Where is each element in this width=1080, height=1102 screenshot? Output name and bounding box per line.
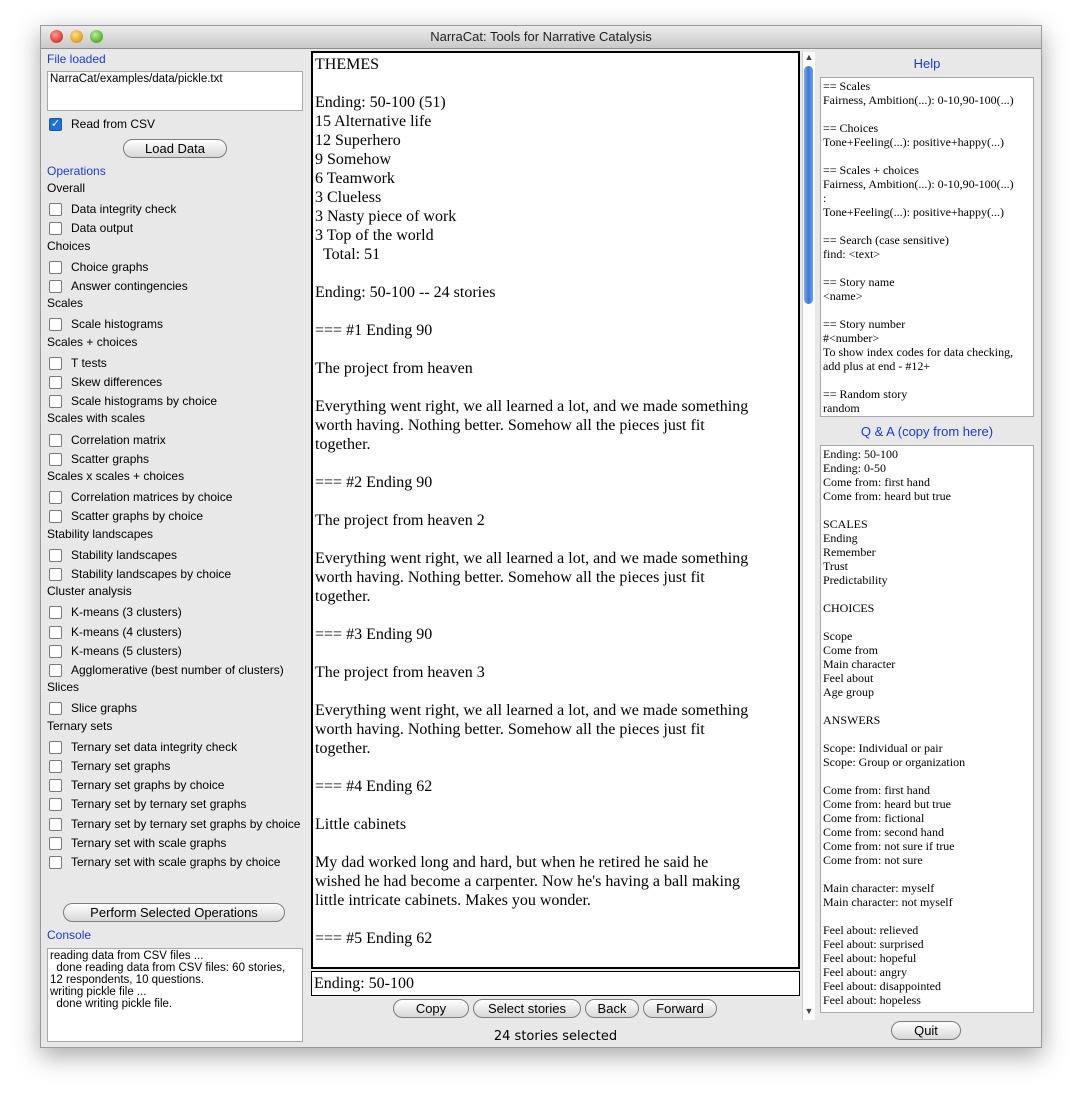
story-line: === #5 Ending 62	[315, 930, 433, 947]
operation-label: Stability landscapes	[71, 548, 178, 562]
operation-label: Ternary set data integrity check	[71, 740, 238, 754]
story-line	[315, 606, 796, 625]
perform-operations-button[interactable]: Perform Selected Operations	[63, 903, 285, 922]
operation-item[interactable]	[49, 393, 217, 409]
app-window	[40, 25, 1042, 1048]
operation-item[interactable]	[49, 777, 224, 793]
operation-item[interactable]	[49, 624, 182, 640]
story-line: worth having. Nothing better. Somehow all the pieces just fit	[315, 417, 705, 434]
operation-checkbox[interactable]	[49, 606, 62, 619]
story-line	[315, 74, 796, 93]
story-line: worth having. Nothing better. Somehow all the pieces just fit	[315, 721, 705, 738]
window-title: NarraCat: Tools for Narrative Catalysis	[430, 29, 652, 44]
operation-item[interactable]	[49, 374, 162, 390]
help-panel	[818, 51, 1038, 1045]
operation-checkbox[interactable]	[49, 856, 62, 869]
qa-title: Q & A (copy from here)	[860, 424, 994, 439]
story-line: little intricate cabinets. Makes you wonder.	[315, 892, 591, 909]
story-line	[315, 264, 796, 283]
story-line: 15 Alternative life	[315, 113, 432, 130]
operation-group-label: Stability landscapes	[47, 527, 154, 541]
operation-label: Ternary set with scale graphs by choice	[71, 855, 281, 869]
operation-label: Slice graphs	[71, 701, 138, 715]
select-stories-button[interactable]: Select stories	[473, 999, 581, 1018]
story-scrollbar[interactable]	[802, 52, 815, 1020]
operation-item[interactable]	[49, 662, 284, 678]
operation-checkbox[interactable]	[49, 491, 62, 504]
operation-item[interactable]	[49, 854, 280, 870]
operation-item[interactable]	[49, 278, 188, 294]
operation-item[interactable]	[49, 259, 148, 275]
read-csv-checkbox[interactable]: ✓	[50, 117, 61, 130]
operations-label: Operations	[47, 164, 106, 178]
operation-group-label: Scales x scales + choices	[47, 469, 185, 483]
operation-label: Ternary set by ternary set graphs	[71, 797, 247, 811]
story-line: 3 Clueless	[315, 189, 382, 206]
story-line: 12 Superhero	[315, 132, 401, 149]
operation-group-label: Ternary sets	[47, 719, 113, 733]
operation-group-label: Scales + choices	[47, 335, 138, 349]
file-path-field[interactable]: NarraCat/examples/data/pickle.txt	[47, 71, 303, 111]
operation-group-label: Overall	[47, 181, 86, 195]
scroll-thumb[interactable]	[804, 66, 813, 304]
story-line: together.	[315, 740, 371, 757]
load-data-button[interactable]: Load Data	[123, 139, 227, 158]
scroll-up-icon[interactable]: ▲	[804, 52, 814, 62]
story-line: The project from heaven	[315, 360, 473, 377]
selection-status: 24 stories selected	[493, 1029, 618, 1044]
operation-checkbox[interactable]	[49, 261, 62, 274]
file-loaded-label: File loaded	[47, 52, 106, 66]
operation-item[interactable]	[49, 220, 133, 236]
back-button[interactable]: Back	[585, 999, 639, 1018]
operation-item[interactable]	[49, 796, 246, 812]
story-line: Ending: 50-100 (51)	[315, 94, 446, 111]
story-line: === #2 Ending 90	[315, 474, 433, 491]
story-line: Everything went right, we all learned a lot, and we made something	[315, 702, 749, 719]
operation-label: Ternary set graphs	[71, 759, 171, 773]
operation-label: Correlation matrices by choice	[71, 490, 233, 504]
scroll-down-icon[interactable]: ▼	[804, 1006, 814, 1016]
operation-label: Scatter graphs	[71, 452, 150, 466]
operation-label: Ternary set by ternary set graphs by choice	[71, 817, 301, 831]
operation-item[interactable]	[49, 355, 107, 371]
console-output: reading data from CSV files ... done reading data from CSV files: 60 stories, 12 respondents, 10 questions. writing pickle file ... done writing pickle file.	[47, 948, 303, 1042]
operation-group-label: Slices	[47, 680, 80, 694]
operation-checkbox[interactable]	[49, 434, 62, 447]
story-line: === #4 Ending 62	[315, 778, 433, 795]
story-line	[315, 682, 796, 701]
operation-label: Data integrity check	[71, 202, 177, 216]
operation-checkbox[interactable]	[49, 395, 62, 408]
operation-label: Skew differences	[71, 375, 163, 389]
operation-item[interactable]	[49, 816, 300, 832]
operation-label: Scale histograms	[71, 317, 164, 331]
quit-button[interactable]: Quit	[891, 1021, 961, 1040]
story-line	[315, 454, 796, 473]
story-line: 9 Somehow	[315, 151, 391, 168]
operations-panel	[43, 50, 307, 1044]
operation-group-label: Scales with scales	[47, 411, 146, 425]
forward-button[interactable]: Forward	[643, 999, 717, 1018]
story-line: === #1 Ending 90	[315, 322, 433, 339]
story-line	[315, 910, 796, 929]
story-line: The project from heaven 3	[315, 664, 485, 681]
story-line: 3 Top of the world	[315, 227, 434, 244]
operation-label: Scale histograms by choice	[71, 394, 218, 408]
operation-item[interactable]	[49, 566, 231, 582]
story-line	[315, 378, 796, 397]
operation-checkbox[interactable]	[49, 760, 62, 773]
operation-label: Answer contingencies	[71, 279, 188, 293]
story-line	[315, 530, 796, 549]
operation-label: K-means (5 clusters)	[71, 644, 182, 658]
operation-checkbox[interactable]	[49, 779, 62, 792]
operation-label: Ternary set with scale graphs	[71, 836, 227, 850]
operation-label: Correlation matrix	[71, 433, 166, 447]
story-line: together.	[315, 588, 371, 605]
operation-label: K-means (3 clusters)	[71, 605, 182, 619]
operation-item[interactable]	[49, 739, 237, 755]
operation-checkbox[interactable]	[49, 357, 62, 370]
operation-item[interactable]	[49, 700, 137, 716]
operation-item[interactable]	[49, 432, 166, 448]
story-viewer[interactable]	[311, 51, 800, 969]
operation-item[interactable]	[49, 547, 177, 563]
operation-item[interactable]	[49, 604, 182, 620]
story-line: The project from heaven 2	[315, 512, 485, 529]
operation-label: T tests	[71, 356, 107, 370]
operation-item[interactable]	[49, 758, 170, 774]
operation-checkbox[interactable]	[49, 203, 62, 216]
story-line: Everything went right, we all learned a lot, and we made something	[315, 398, 749, 415]
story-line: === #3 Ending 90	[315, 626, 433, 643]
operation-item[interactable]	[49, 835, 226, 851]
operation-item[interactable]	[49, 508, 203, 524]
story-line	[315, 834, 796, 853]
operation-checkbox[interactable]	[49, 626, 62, 639]
operation-label: Choice graphs	[71, 260, 149, 274]
operation-checkbox[interactable]	[49, 510, 62, 523]
operation-checkbox[interactable]	[49, 702, 62, 715]
operation-label: Agglomerative (best number of clusters)	[71, 663, 284, 677]
operation-label: Data output	[71, 221, 134, 235]
story-line: Little cabinets	[315, 816, 407, 833]
operation-label: Ternary set graphs by choice	[71, 778, 225, 792]
story-panel	[311, 51, 801, 1044]
read-csv-label: Read from CSV	[71, 117, 156, 131]
operation-checkbox[interactable]	[49, 837, 62, 850]
story-line: 3 Nasty piece of work	[315, 208, 457, 225]
operation-item[interactable]	[49, 316, 163, 332]
operation-item[interactable]	[49, 643, 182, 659]
story-line: My dad worked long and hard, but when he retired he said he	[315, 854, 709, 871]
story-line	[315, 644, 796, 663]
help-title: Help	[913, 56, 941, 71]
story-line: wished he had become a carpenter. Now he's having a ball making	[315, 873, 740, 890]
story-line	[315, 758, 796, 777]
operation-checkbox[interactable]	[49, 818, 62, 831]
story-line: worth having. Nothing better. Somehow all the pieces just fit	[315, 569, 705, 586]
story-line	[315, 492, 796, 511]
operation-label: K-means (4 clusters)	[71, 625, 182, 639]
console-label: Console	[47, 928, 92, 942]
story-line: THEMES	[315, 56, 379, 73]
help-text: == Scales Fairness, Ambition(...): 0-10,90-100(...) == Choices Tone+Feeling(...): positive+happy(...) == Scales + choices Fairness, Ambition(...): 0-10,90-100(...) : Tone+Feeling(...): positive+happy(...) == Search (case sensitive) find: <text> == Story name <name> == Story number #<number> To show index codes for data checking, add plus at end - #12+ == Random story random	[820, 77, 1034, 417]
operation-item[interactable]	[49, 489, 232, 505]
operation-group-label: Scales	[47, 296, 84, 310]
operation-label: Scatter graphs by choice	[71, 509, 204, 523]
story-line: Total: 51	[315, 246, 381, 263]
query-input[interactable]: Ending: 50-100	[311, 971, 800, 996]
operation-checkbox[interactable]	[49, 222, 62, 235]
story-line: Ending: 50-100 -- 24 stories	[315, 284, 496, 301]
story-line: together.	[315, 436, 371, 453]
story-line	[315, 340, 796, 359]
operation-item[interactable]	[49, 201, 176, 217]
operation-checkbox[interactable]	[49, 280, 62, 293]
operation-checkbox[interactable]	[49, 664, 62, 677]
operation-checkbox[interactable]	[49, 376, 62, 389]
story-line	[315, 302, 796, 321]
qa-text[interactable]: Ending: 50-100 Ending: 0-50 Come from: first hand Come from: heard but true SCALES Ending Remember Trust Predictability CHOICES Scope Come from Main character Feel about Age group ANSWERS Scope: Individual or pair Scope: Group or organization Come from: first hand Come from: heard but true Come from: fictional Come from: second hand Come from: not sure if true Come from: not sure Main character: myself Main character: not myself Feel about: relieved Feel about: surprised Feel about: hopeful Feel about: angry Feel about: disappointed Feel about: hopeless	[820, 445, 1034, 1013]
operation-checkbox[interactable]	[49, 568, 62, 581]
operation-checkbox[interactable]	[49, 741, 62, 754]
operation-group-label: Choices	[47, 239, 91, 253]
read-csv-row[interactable]	[49, 116, 155, 132]
copy-button[interactable]: Copy	[393, 999, 469, 1018]
operation-group-label: Cluster analysis	[47, 584, 132, 598]
operation-checkbox[interactable]	[49, 549, 62, 562]
operation-checkbox[interactable]	[49, 453, 62, 466]
operation-checkbox[interactable]	[49, 645, 62, 658]
story-line: 6 Teamwork	[315, 170, 395, 187]
story-line	[315, 796, 796, 815]
story-line: Everything went right, we all learned a lot, and we made something	[315, 550, 749, 567]
operation-checkbox[interactable]	[49, 318, 62, 331]
operation-label: Stability landscapes by choice	[71, 567, 232, 581]
operation-item[interactable]	[49, 451, 149, 467]
title-bar	[41, 26, 1041, 49]
operation-checkbox[interactable]	[49, 798, 62, 811]
